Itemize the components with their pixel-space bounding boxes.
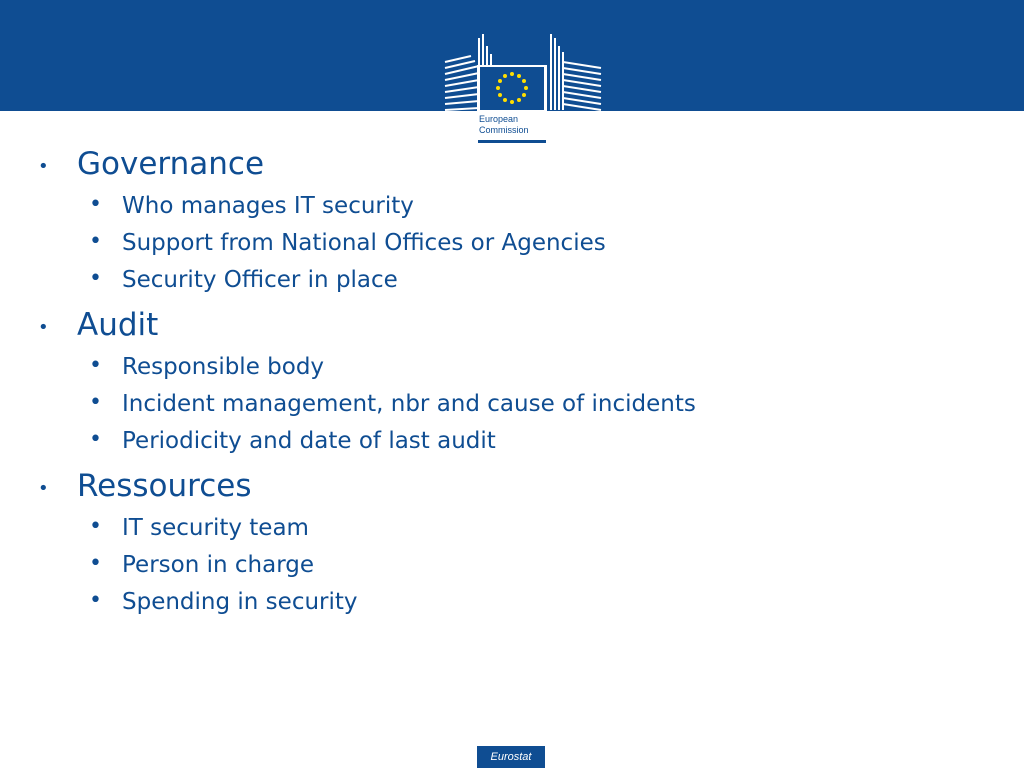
logo-label-line1: European xyxy=(479,114,519,124)
logo-label-line2: Commission xyxy=(479,125,529,135)
bullet-icon: • xyxy=(89,427,102,452)
list-item xyxy=(0,264,1024,301)
list-item-text: Support from National Offices or Agencies xyxy=(122,230,606,256)
list-item-text: Person in charge xyxy=(122,552,314,578)
section-governance xyxy=(0,140,1024,301)
heading-bullet xyxy=(0,462,1024,512)
bullet-icon: • xyxy=(89,229,102,254)
list-item-text: Incident management, nbr and cause of incidents xyxy=(122,391,696,417)
list-item xyxy=(0,549,1024,586)
bullet-icon: • xyxy=(38,156,49,177)
list-item-text: Spending in security xyxy=(122,589,358,615)
bullet-icon: • xyxy=(89,192,102,217)
list-item xyxy=(0,425,1024,462)
list-item-text: Periodicity and date of last audit xyxy=(122,428,496,454)
heading-bullet xyxy=(0,140,1024,190)
list-item xyxy=(0,388,1024,425)
logo-label xyxy=(479,114,549,136)
list-item xyxy=(0,190,1024,227)
bullet-icon: • xyxy=(89,514,102,539)
heading-bullet xyxy=(0,301,1024,351)
list-item xyxy=(0,586,1024,623)
list-item xyxy=(0,512,1024,549)
bullet-icon: • xyxy=(89,266,102,291)
section-title: Ressources xyxy=(77,468,252,504)
section-title: Governance xyxy=(77,146,265,182)
bullet-icon: • xyxy=(89,588,102,613)
bullet-icon: • xyxy=(38,317,49,338)
slide-content xyxy=(0,140,1024,623)
bullet-icon: • xyxy=(38,478,49,499)
list-item-text: Who manages IT security xyxy=(122,193,414,219)
bullet-icon: • xyxy=(89,551,102,576)
section-ressources xyxy=(0,462,1024,623)
section-audit xyxy=(0,301,1024,462)
footer-badge: Eurostat xyxy=(477,746,545,768)
list-item-text: Responsible body xyxy=(122,354,325,380)
section-title: Audit xyxy=(77,307,159,343)
bullet-icon: • xyxy=(89,353,102,378)
list-item-text: IT security team xyxy=(122,515,309,541)
list-item xyxy=(0,351,1024,388)
list-item-text: Security Officer in place xyxy=(122,267,398,293)
bullet-icon: • xyxy=(89,390,102,415)
list-item xyxy=(0,227,1024,264)
